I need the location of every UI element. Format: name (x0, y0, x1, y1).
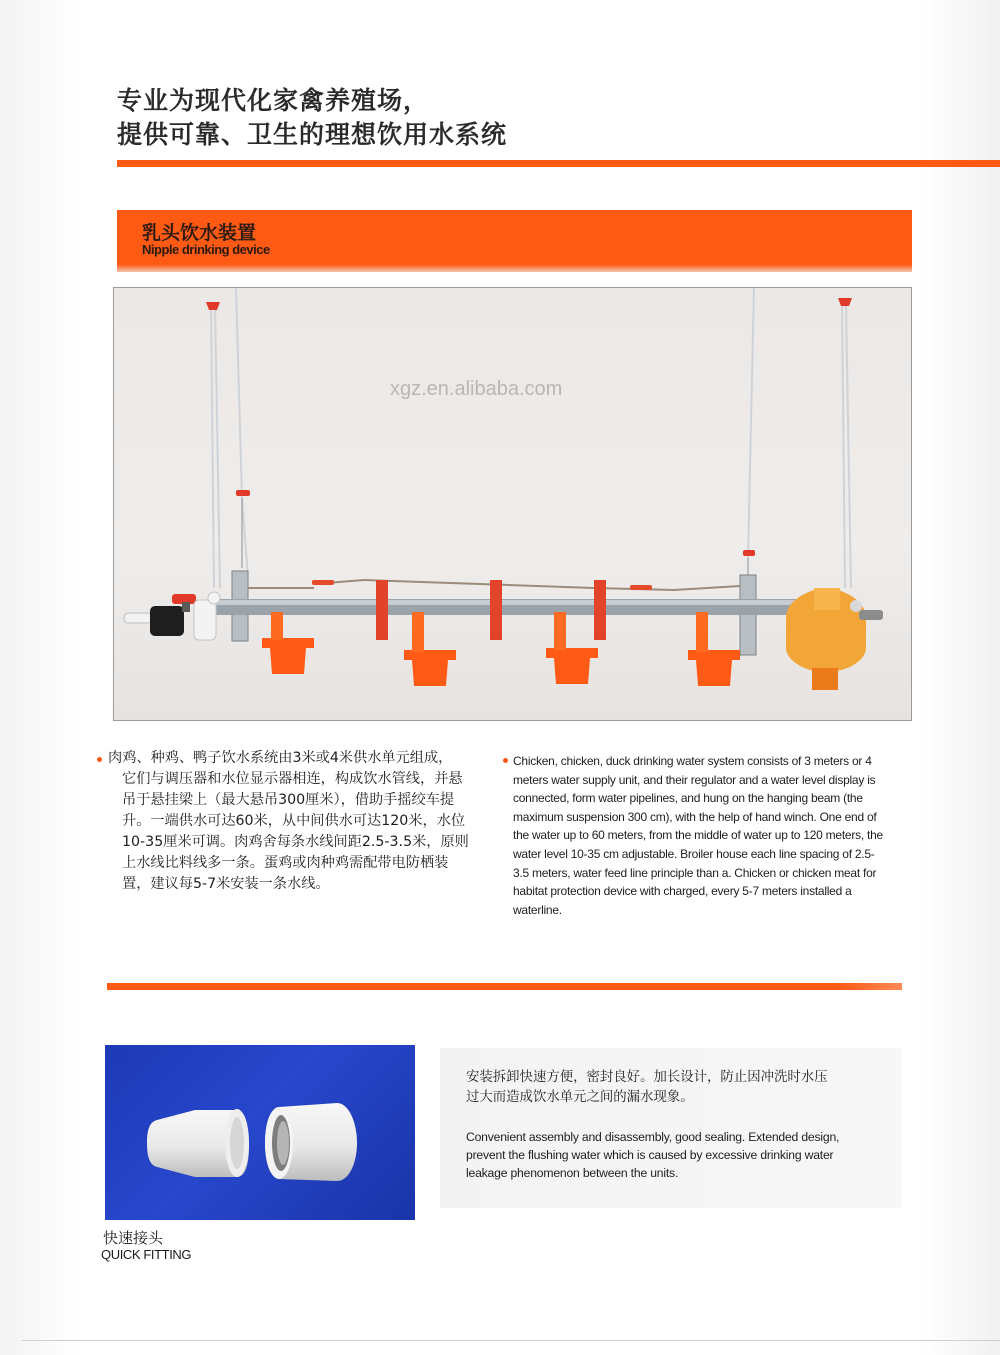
headline-line-2: 提供可靠、卫生的理想饮用水系统 (117, 120, 508, 149)
description-en-line: maximum suspension 300 cm), with the help of hand winch. One end of (513, 809, 877, 824)
quick-fitting-desc-en-line: Convenient assembly and disassembly, good sealing. Extended design, (466, 1130, 840, 1144)
quick-fitting-illustration (105, 1045, 415, 1220)
description-en-line: connected, form water pipelines, and hung on the hanging beam (the (513, 791, 863, 806)
description-en-line: Chicken, chicken, duck drinking water system consists of 3 meters or 4 (513, 754, 872, 768)
section-title-en: Nipple drinking device (142, 242, 270, 257)
middle-divider (107, 983, 902, 990)
description-en-line: the water up to 60 meters, from the middle of water up to 120 meters, the (513, 828, 883, 843)
description-cn-line: 升。一端供水可达60米，从中间供水可达120米，水位 (122, 813, 466, 829)
description-en (513, 752, 903, 919)
quick-fitting-desc-en (466, 1128, 896, 1182)
description-en-line: waterline. (513, 902, 562, 917)
description-cn-line: 置，建议每5-7米安装一条水线。 (122, 876, 330, 892)
quick-fitting-desc-en-line: leakage phenomenon between the units. (466, 1166, 679, 1180)
quick-fitting-caption-cn: 快速接头 (103, 1229, 164, 1247)
description-cn-line: 上水线比料线多一条。蛋鸡或肉种鸡需配带电防栖装 (122, 855, 449, 871)
quick-fitting-caption-en: QUICK FITTING (101, 1247, 192, 1262)
page-edge-line (22, 1340, 1000, 1341)
description-cn-line: 它们与调压器和水位显示器相连，构成饮水管线，并悬 (122, 771, 463, 787)
top-divider (117, 160, 1000, 167)
quick-fitting-desc-en-line: prevent the flushing water which is caused by excessive drinking water (466, 1148, 834, 1162)
headline-line-1: 专业为现代化家禽养殖场， (117, 86, 430, 115)
description-en-line: 3.5 meters, water feed line principle than a. Chicken or chicken meat for (513, 865, 877, 880)
description-en-line: habitat protection device with charged, every 5-7 meters installed a (513, 884, 852, 899)
section-title-cn: 乳头饮水装置 (142, 222, 257, 244)
section-banner (117, 210, 912, 272)
description-cn-line: 肉鸡、种鸡、鸭子饮水系统由3米或4米供水单元组成， (108, 750, 453, 766)
quick-fitting-desc-cn-line: 安装拆卸快速方便，密封良好。加长设计，防止因冲洗时水压 (466, 1070, 828, 1085)
description-cn-line: 10-35厘米可调。肉鸡舍每条水线间距2.5-3.5米，原则 (122, 834, 469, 850)
nipple-drinker-line-illustration (114, 288, 911, 720)
quick-fitting-desc-cn (466, 1068, 896, 1108)
bullet-en (503, 758, 508, 763)
product-photo (113, 287, 912, 721)
description-cn (108, 748, 478, 895)
description-en-line: meters water supply unit, and their regulator and a water level display is (513, 772, 876, 787)
quick-fitting-description (440, 1048, 902, 1208)
headline (117, 84, 717, 152)
quick-fitting-photo (105, 1045, 415, 1220)
description-cn-line: 吊于悬挂梁上（最大悬吊300厘米），借助手摇绞车提 (122, 792, 455, 808)
bullet-cn (97, 757, 102, 762)
quick-fitting-desc-cn-line: 过大而造成饮水单元之间的漏水现象。 (466, 1090, 694, 1105)
description-en-line: water level 10-35 cm adjustable. Broiler house each line spacing of 2.5- (513, 846, 875, 861)
photo-watermark: xgz.en.alibaba.com (390, 378, 563, 400)
